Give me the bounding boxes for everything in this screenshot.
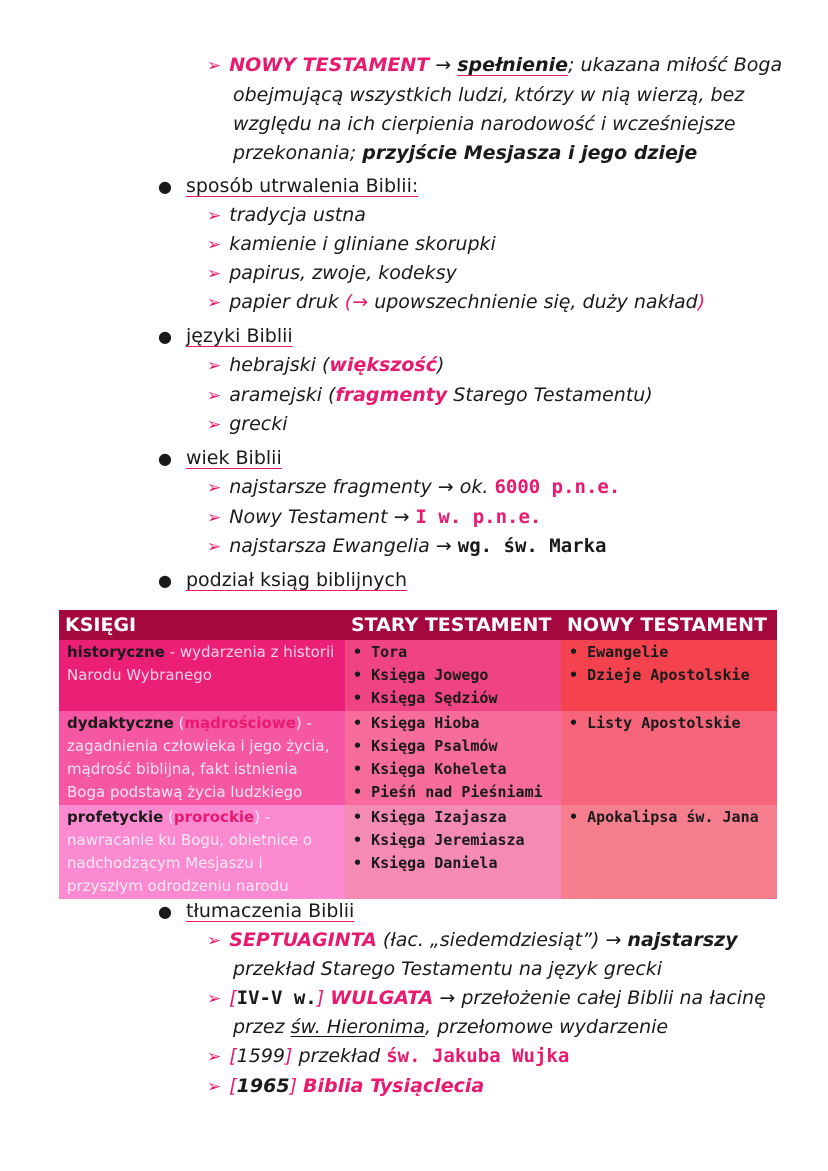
list-item: ➢ grecki xyxy=(207,413,288,435)
arrow-bullet-icon: ➢ xyxy=(207,478,222,498)
nt-cell xyxy=(561,640,777,711)
column-header: STARY TESTAMENT xyxy=(345,610,561,640)
list-item: • Księga Hioba xyxy=(353,712,555,735)
list-item: • Księga Daniela xyxy=(353,852,555,875)
books-table xyxy=(59,610,777,899)
section-preservation: ● sposób utrwalenia Biblii: xyxy=(158,175,419,197)
nt-line-3: względu na ich cierpienia narodowość i wcześniejsze xyxy=(233,113,736,135)
bullet-icon: ● xyxy=(158,177,172,196)
list-item: ➢ aramejski (fragmenty Starego Testamentu) xyxy=(207,384,653,406)
column-header: NOWY TESTAMENT xyxy=(561,610,777,640)
list-item-continued: przekład Starego Testamentu na język grecki xyxy=(233,958,663,980)
section-translations: ● tłumaczenia Biblii xyxy=(158,900,355,922)
nt-line-1: ➢ NOWY TESTAMENT → spełnienie; ukazana miłość Boga xyxy=(207,54,783,76)
bullet-icon: ● xyxy=(158,449,172,468)
section-division: ● podział ksiąg biblijnych xyxy=(158,569,407,591)
list-item: ➢ papier druk (→ upowszechnienie się, duży nakład) xyxy=(207,291,706,313)
arrow-bullet-icon: ➢ xyxy=(207,264,222,284)
list-item: ➢ [IV-V w.] WULGATA → przełożenie całej Biblii na łacinę xyxy=(207,987,766,1009)
category-cell: profetyckie (prorockie) - nawracanie ku Bogu, obietnice o nadchodzącym Mesjaszu i przyszłym odrodzeniu narodu xyxy=(59,805,345,899)
ot-cell xyxy=(345,805,561,899)
list-item: • Tora xyxy=(353,641,555,664)
list-item: ➢ SEPTUAGINTA (łac. „siedemdziesiąt”) → najstarszy xyxy=(207,929,738,951)
list-item: • Pieśń nad Pieśniami xyxy=(353,781,555,804)
arrow-bullet-icon: ➢ xyxy=(207,415,222,435)
arrow-bullet-icon: ➢ xyxy=(207,356,222,376)
arrow-bullet-icon: ➢ xyxy=(207,989,222,1009)
nt-line-2: obejmującą wszystkich ludzi, którzy w nią wierzą, bez xyxy=(233,84,745,106)
list-item: ➢ papirus, zwoje, kodeksy xyxy=(207,262,457,284)
list-item: • Księga Jowego xyxy=(353,664,555,687)
list-item: ➢ [1599] przekład św. Jakuba Wujka xyxy=(207,1045,570,1067)
arrow-bullet-icon: ➢ xyxy=(207,1077,222,1097)
list-item: • Dzieje Apostolskie xyxy=(569,664,771,687)
arrow-bullet-icon: ➢ xyxy=(207,1047,222,1067)
bullet-icon: ● xyxy=(158,327,172,346)
nt-line-4: przekonania; przyjście Mesjasza i jego dzieje xyxy=(233,142,698,164)
table-row xyxy=(59,640,777,711)
column-header: KSIĘGI xyxy=(59,610,345,640)
arrow-bullet-icon: ➢ xyxy=(207,386,222,406)
list-item: ➢ najstarsze fragmenty → ok. 6000 p.n.e. xyxy=(207,476,621,498)
list-item: ➢ [1965] Biblia Tysiąclecia xyxy=(207,1075,485,1097)
table-row xyxy=(59,711,777,805)
list-item: ➢ hebrajski (większość) xyxy=(207,354,445,376)
category-cell: historyczne - wydarzenia z historii Narodu Wybranego xyxy=(59,640,345,711)
arrow-bullet-icon: ➢ xyxy=(207,235,222,255)
category-cell: dydaktyczne (mądrościowe) - zagadnienia człowieka i jego życia, mądrość biblijna, fakt istnienia Boga podstawą życia ludzkiego xyxy=(59,711,345,805)
list-item: ➢ najstarsza Ewangelia → wg. św. Marka xyxy=(207,535,607,557)
table-row xyxy=(59,805,777,899)
list-item: • Księga Sędziów xyxy=(353,687,555,710)
list-item: • Listy Apostolskie xyxy=(569,712,771,735)
section-languages: ● języki Biblii xyxy=(158,325,293,347)
list-item: • Księga Psalmów xyxy=(353,735,555,758)
nt-cell xyxy=(561,805,777,899)
section-age: ● wiek Biblii xyxy=(158,447,282,469)
bullet-icon: ● xyxy=(158,571,172,590)
list-item-continued: przez św. Hieronima, przełomowe wydarzenie xyxy=(233,1016,669,1038)
list-item: • Księga Izajasza xyxy=(353,806,555,829)
bullet-icon: ● xyxy=(158,902,172,921)
nt-cell xyxy=(561,711,777,805)
list-item: ➢ Nowy Testament → I w. p.n.e. xyxy=(207,506,542,528)
list-item: ➢ kamienie i gliniane skorupki xyxy=(207,233,496,255)
arrow-bullet-icon: ➢ xyxy=(207,206,222,226)
list-item: • Księga Koheleta xyxy=(353,758,555,781)
arrow-bullet-icon: ➢ xyxy=(207,508,222,528)
ot-cell xyxy=(345,711,561,805)
arrow-bullet-icon: ➢ xyxy=(207,537,222,557)
right-arrow-icon: → xyxy=(435,54,452,76)
table-header-row xyxy=(59,610,777,640)
list-item: • Ewangelie xyxy=(569,641,771,664)
arrow-bullet-icon: ➢ xyxy=(207,56,222,76)
list-item: • Apokalipsa św. Jana xyxy=(569,806,771,829)
ot-cell xyxy=(345,640,561,711)
arrow-bullet-icon: ➢ xyxy=(207,931,222,951)
arrow-bullet-icon: ➢ xyxy=(207,293,222,313)
list-item: ➢ tradycja ustna xyxy=(207,204,366,226)
list-item: • Księga Jeremiasza xyxy=(353,829,555,852)
